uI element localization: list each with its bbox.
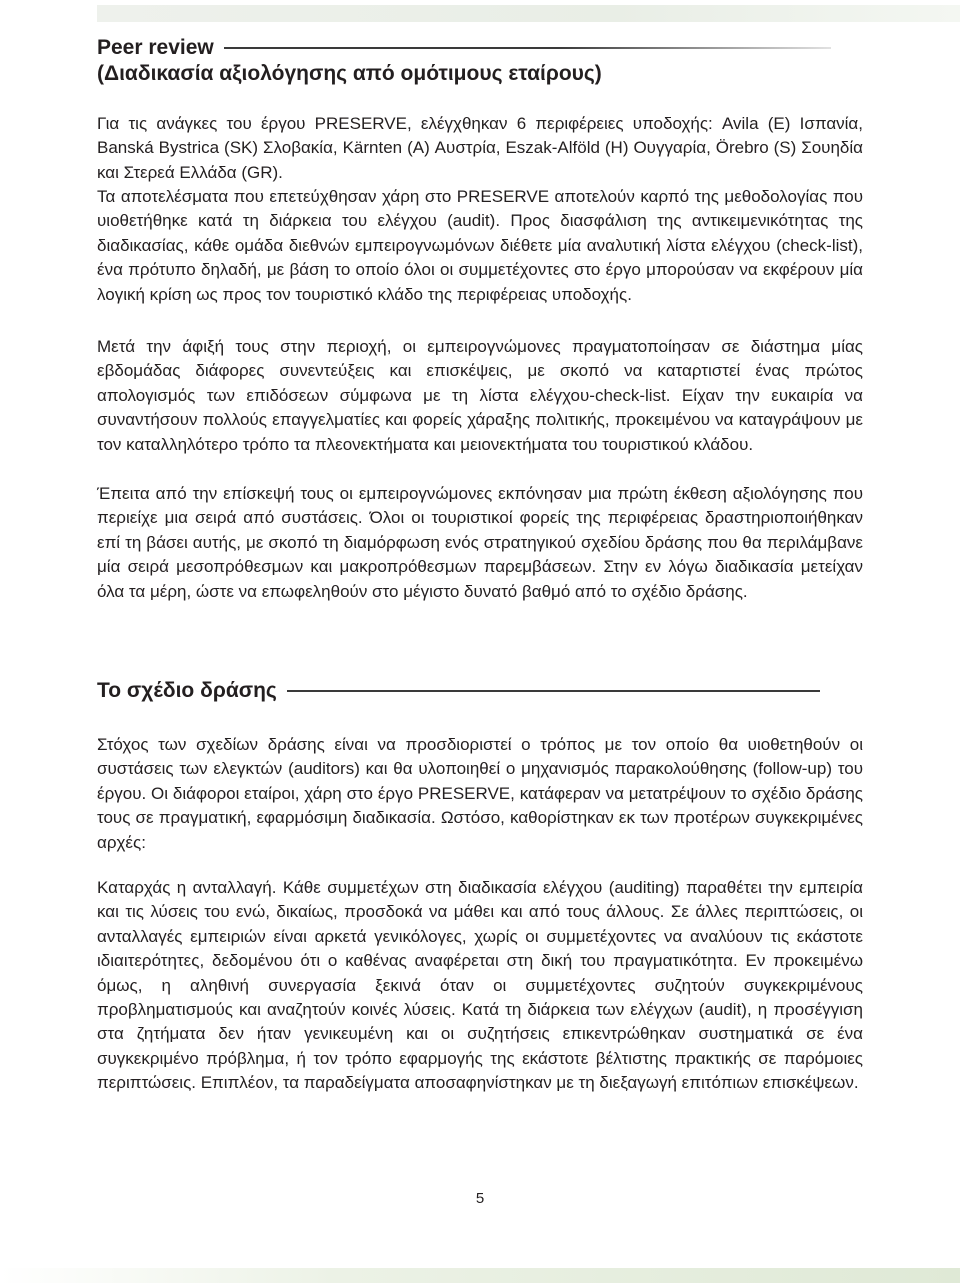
paragraph: Καταρχάς η ανταλλαγή. Κάθε συμμετέχων στη διαδικασία ελέγχου (auditing) παραθέτει την εμπειρία και τις λύσεις του ενώ, δικαίως, προσδοκά να μάθει και από τους άλλους. Σε άλλες περιπτώσεις, οι ανταλλαγές εμπειριών είναι αρκετά γενικόλογες, χωρίς οι συμμετέχοντες να αναλύουν τις εκάστοτε ιδιαιτερότητες, δεδομένου ότι ο καθένας αναφέρεται στη δική του πραγματικότητα. Εν προκειμένω όμως, η αληθινή συνεργασία ξεκινά όταν οι συμμετέχοντες συζητούν συγκεκριμένους προβληματισμούς και αναζητούν κοινές λύσεις. Κατά τη διάρκεια των ελέγχων (audit), η προσέγγιση στα ζητήματα δεν ήταν γενικευμένη και οι συζητήσεις επικεντρώθηκαν συστηματικά σε ένα συγκεκριμένο πρόβλημα, ή τον τρόπο εφαρμογής της εκάστοτε βέλτιστης πρακτικής σε παρόμοιες περιπτώσεις. Επιπλέον, τα παραδείγματα αποσαφηνίστηκαν με τη διεξαγωγή επιτόπιων επισκέψεων. — [97, 878, 863, 1093]
section-subtitle: (Διαδικασία αξιολόγησης από ομότιμους εταίρους) — [97, 62, 602, 85]
section-title-action-plan: Το σχέδιο δράσης — [97, 679, 820, 703]
paragraph: Στόχος των σχεδίων δράσης είναι να προσδιοριστεί ο τρόπος με τον οποίο θα υιοθετηθούν οι συστάσεις των ελεγκτών (auditors) και θα υλοποιηθεί ο μηχανισμός παρακολούθησης (follow-up) του έργου. Οι διάφοροι εταίροι, χάρη στο έργο PRESERVE, κατάφεραν να μετατρέψουν το σχέδιο δράσης τους σε πραγματική, εφαρμόσιμη διαδικασία. Ωστόσο, καθορίστηκαν εκ των προτέρων συγκεκριμένες αρχές: — [97, 735, 863, 852]
header-band — [97, 5, 960, 22]
title-rule — [224, 47, 831, 49]
paragraph: Τα αποτελέσματα που επετεύχθησαν χάρη στο PRESERVE αποτελούν καρπό της μεθοδολογίας που υιοθετήθηκε κατά τη διάρκεια του ελέγχου (audit). Προς διασφάλιση της αντικειμενικότητας της διαδικασίας, κάθε ομάδα διεθνών εμπειρογνωμόνων διέθετε μία αναλυτική λίστα ελέγχου (check-list), ένα πρότυπο δηλαδή, με βάση το οποίο όλοι οι συμμετέχοντες στο έργο μπορούσαν να εκφέρουν μία λογική κρίση ως προς τον τουριστικό κλάδο της περιφέρειας υποδοχής. — [97, 187, 863, 304]
footer-band — [0, 1268, 960, 1283]
section-title-peer-review: Peer review — [97, 36, 831, 60]
paragraph: Έπειτα από την επίσκεψή τους οι εμπειρογνώμονες εκπόνησαν μια πρώτη έκθεση αξιολόγησης που περιείχε μια σειρά από συστάσεις. Όλοι οι τουριστικοί φορείς της περιφέρειας δραστηριοποιήθηκαν επί τη βάσει αυτής, με σκοπό τη διαμόρφωση ενός στρατηγικού σχεδίου δράσης που θα περιλάμβανε μία σειρά μεσοπρόθεσμων και μακροπρόθεσμων παρεμβάσεων. Στην εν λόγω διαδικασία μετείχαν όλα τα μέρη, ώστε να επωφεληθούν στο μέγιστο δυνατό βαθμό από το σχέδιο δράσης. — [97, 484, 863, 601]
title-rule — [287, 690, 820, 692]
paragraph: Μετά την άφιξή τους στην περιοχή, οι εμπειρογνώμονες πραγματοποίησαν σε διάστημα μίας εβδομάδας διάφορες συνεντεύξεις και επισκέψεις, με σκοπό να καταρτιστεί ένας πρώτος απολογισμός των επιδόσεων σύμφωνα με τη λίστα ελέγχου-check-list. Είχαν την ευκαιρία να συναντήσουν πολλούς επαγγελματίες και φορείς χάραξης πολιτικής, προκειμένου να καταγράψουν με τον καταλληλότερο τρόπο τα πλεονεκτήματα και μειονεκτήματα του τουριστικού κλάδου. — [97, 337, 863, 454]
paragraph: Για τις ανάγκες του έργου PRESERVE, ελέγχθηκαν 6 περιφέρειες υποδοχής: Avila (E) Ισπανία, Banská Bystrica (SK) Σλοβακία, Kärnten (A) Αυστρία, Eszak-Alföld (H) Ουγγαρία, Örebro (S) Σουηδία και Στερεά Ελλάδα (GR). — [97, 114, 863, 182]
page-number: 5 — [475, 1190, 485, 1207]
